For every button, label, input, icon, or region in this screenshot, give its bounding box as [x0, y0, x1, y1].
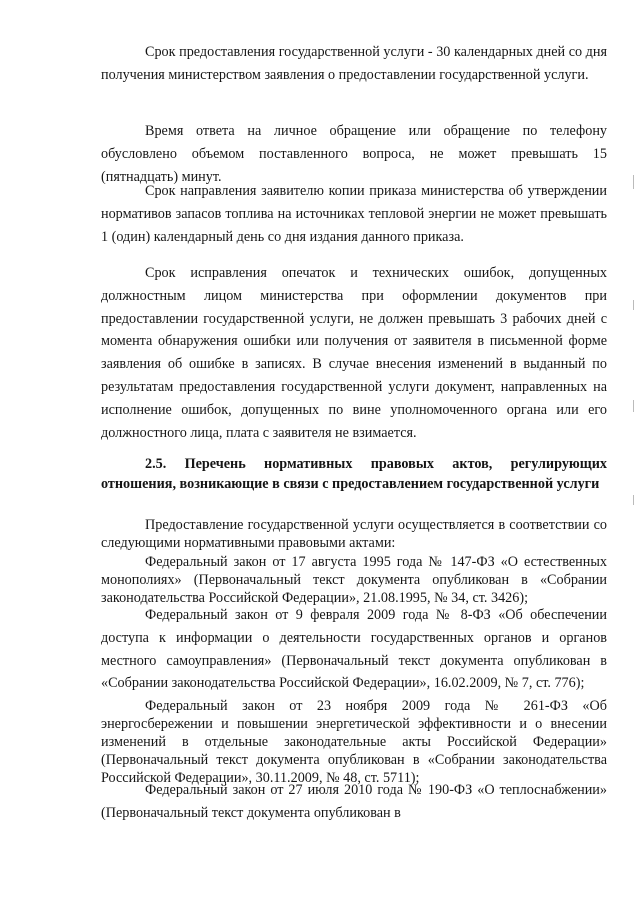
scan-artifact [633, 300, 634, 310]
paragraph-service-term: Срок предоставления государственной услуги - 30 календарных дней со дня получения министерством заявления о предоставлении государственной услуги. [101, 44, 607, 83]
act-item-261-fz: Федеральный закон от 23 ноября 2009 года № 261-ФЗ «Об энергосбережении и повышении энергетической эффективности и о внесении изменений в отдельные законодательные акты Российской Федерации» (Первоначальный текст документа опубликован в «Собрании законодательства Российской Федерации», 30.11.2009, № 48, ст. 5711); [101, 698, 607, 786]
scan-artifact [633, 495, 634, 505]
act-item-8-fz: Федеральный закон от 9 февраля 2009 года № 8-ФЗ «Об обеспечении доступа к информации о деятельности государственных органов и органов местного самоуправления» (Первоначальный текст документа опубликован в «Собрании законодательства Российской Федерации», 16.02.2009, № 7, ст. 776); [101, 607, 607, 692]
act-item-147-fz: Федеральный закон от 17 августа 1995 года № 147-ФЗ «О естественных монополиях» (Первоначальный текст документа опубликован в «Собрании законодательства Российской Федерации», 21.08.1995, № 34, ст. 3426); [101, 554, 607, 606]
scan-artifact [633, 400, 634, 412]
paragraph-response-time: Время ответа на личное обращение или обращение по телефону обусловлено объемом поставленного вопроса, не может превышать 15 (пятнадцать) минут. [101, 123, 607, 185]
paragraph-error-correction: Срок исправления опечаток и технических ошибок, допущенных должностным лицом министерства при оформлении документов при предоставлении государственной услуги, не должен превышать 3 рабочих дней с момента обнаружения ошибки или получения от заявителя в письменной форме заявления об ошибке в записях. В случае внесения изменений в выданный по результатам предоставления государственной услуги документ, направленных на исполнение ошибок, допущенных по вине уполномоченного органа или его должностного лица, плата с заявителя не взимается. [101, 265, 607, 441]
paragraph-order-copy-term: Срок направления заявителю копии приказа министерства об утверждении нормативов запасов топлива на источниках тепловой энергии не может превышать 1 (один) календарный день со дня издания данного приказа. [101, 183, 607, 245]
section-heading: 2.5. Перечень нормативных правовых актов, регулирующих отношения, возникающие в связи с предоставлением государственной услуги [101, 456, 607, 492]
scan-artifact [633, 175, 634, 189]
act-item-190-fz: Федеральный закон от 27 июля 2010 года № 190-ФЗ «О теплоснабжении» (Первоначальный текст документа опубликован в [101, 782, 607, 821]
section-intro: Предоставление государственной услуги осуществляется в соответствии со следующими нормативными правовыми актами: [101, 517, 607, 551]
